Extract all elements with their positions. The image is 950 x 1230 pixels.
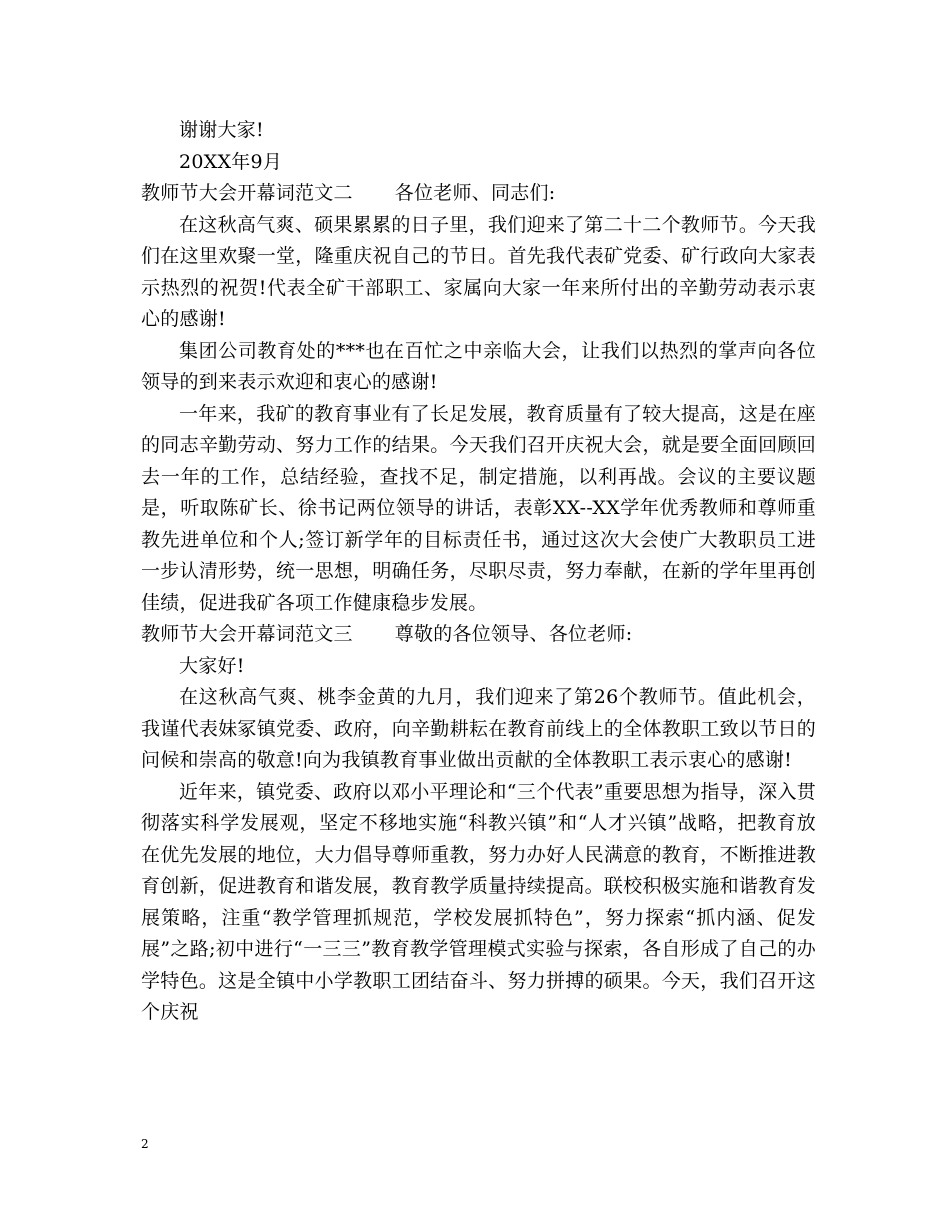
section-heading-2	[141, 178, 816, 210]
paragraph-date: 20XX年9月	[179, 150, 283, 173]
section-heading-3	[141, 619, 816, 651]
document-body	[141, 115, 816, 1029]
page-number: 2	[141, 1137, 149, 1151]
paragraph-thanks: 谢谢大家!	[179, 119, 264, 141]
section-title: 教师节大会开幕词范文二	[141, 182, 353, 204]
paragraph: 一年来，我矿的教育事业有了长足发展，教育质量有了较大提高，这是在座的同志辛勤劳动、努力工作的结果。今天我们召开庆祝大会，就是要全面回顾回去一年的工作，总结经验，查找不足，制定措施，以利再战。会议的主要议题是，听取陈矿长、徐书记两位领导的讲话，表彰XX--XX学年优秀教师和尊师重教先进单位和个人;签订新学年的目标责任书，通过这次大会使广大教职员工进一步认清形势，统一思想，明确任务，尽职尽责，努力奉献，在新的学年里再创佳绩，促进我矿各项工作健康稳步发展。	[141, 402, 816, 614]
section-title: 教师节大会开幕词范文三	[141, 623, 353, 645]
paragraph: 在这秋高气爽、桃李金黄的九月，我们迎来了第26个教师节。值此机会，我谨代表妹冢镇党委、政府，向辛勤耕耘在教育前线上的全体教职工致以节日的问候和崇高的敬意!向为我镇教育事业做出贡献的全体教职工表示衷心的感谢!	[141, 686, 816, 771]
paragraph-greeting: 大家好!	[179, 654, 245, 677]
section-salutation: 尊敬的各位领导、各位老师:	[394, 623, 633, 645]
section-salutation: 各位老师、同志们:	[394, 182, 556, 204]
paragraph: 近年来，镇党委、政府以邓小平理论和“三个代表”重要思想为指导，深入贯彻落实科学发展观，坚定不移地实施“科教兴镇”和“人才兴镇”战略，把教育放在优先发展的地位，大力倡导尊师重教，努力办好人民满意的教育，不断推进教育创新，促进教育和谐发展，教育教学质量持续提高。联校积极实施和谐教育发展策略，注重“教学管理抓规范，学校发展抓特色”，努力探索“抓内涵、促发展”之路;初中进行“一三三”教育教学管理模式实验与探索，各自形成了自己的办学特色。这是全镇中小学教职工团结奋斗、努力拼搏的硕果。今天，我们召开这个庆祝	[141, 780, 816, 1023]
paragraph: 集团公司教育处的***也在百忙之中亲临大会，让我们以热烈的掌声向各位领导的到来表示欢迎和衷心的感谢!	[141, 339, 816, 393]
paragraph: 在这秋高气爽、硕果累累的日子里，我们迎来了第二十二个教师节。今天我们在这里欢聚一堂，隆重庆祝自己的节日。首先我代表矿党委、矿行政向大家表示热烈的祝贺!代表全矿干部职工、家属向大家一年来所付出的辛勤劳动表示衷心的感谢!	[141, 213, 816, 330]
